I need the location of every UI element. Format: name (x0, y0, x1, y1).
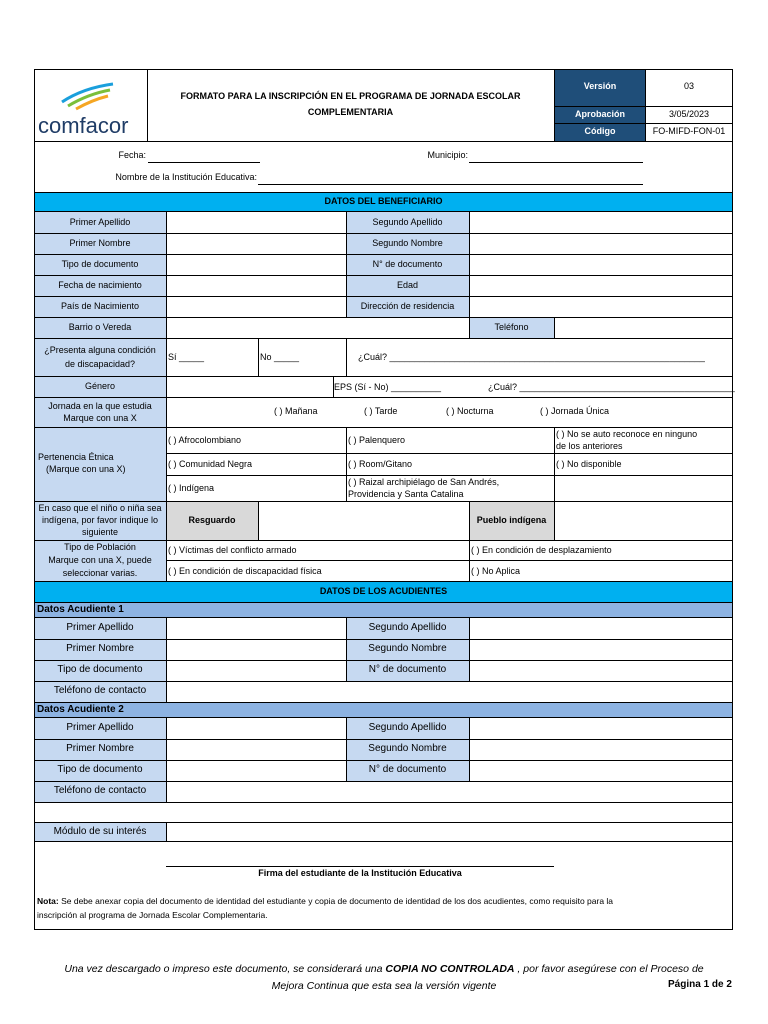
segundo-apellido-label: Segundo Apellido (372, 217, 443, 227)
a2-telefono-label: Teléfono de contacto (53, 785, 147, 796)
etnica-palenquero[interactable]: ( ) Palenquero (348, 435, 406, 445)
discapacidad-q-line1: ¿Presenta alguna condición (44, 345, 156, 355)
etnica-afro[interactable]: ( ) Afrocolombiano (168, 435, 242, 445)
caso-indigena-line2: indígena, por favor indique lo (41, 515, 159, 525)
signature-label: Firma del estudiante de la Institución Educativa (258, 868, 462, 878)
jornada-q-line2: Marque con una X (63, 413, 137, 423)
primer-apellido-label: Primer Apellido (69, 217, 131, 227)
a2-primer-apellido-label: Primer Apellido (66, 722, 134, 733)
eps-field[interactable]: EPS (Sí - No) __________ (334, 382, 442, 392)
poblacion-q-line3: seleccionar varias. (62, 568, 138, 578)
a2-tipo-documento-label: Tipo de documento (57, 764, 143, 775)
etnica-q-line2: (Marque con una X) (46, 464, 126, 474)
discapacidad-cual[interactable]: ¿Cuál? _______________________________________________________________ (358, 352, 705, 362)
comfacor-logo-icon (58, 80, 118, 114)
modulo-label: Módulo de su interés (53, 826, 147, 837)
jornada-tarde[interactable]: ( ) Tarde (364, 406, 398, 416)
approval-label: Aprobación (574, 109, 625, 119)
etnica-no-disponible[interactable]: ( ) No disponible (556, 459, 622, 469)
form-title-line2: COMPLEMENTARIA (307, 107, 394, 117)
segundo-nombre-label: Segundo Nombre (372, 238, 443, 248)
approval-value: 3/05/2023 (668, 109, 710, 119)
jornada-nocturna[interactable]: ( ) Nocturna (446, 406, 494, 416)
a2-primer-nombre-label: Primer Nombre (66, 743, 134, 754)
version-value: 03 (683, 81, 694, 91)
etnica-room[interactable]: ( ) Room/Gitano (348, 459, 413, 469)
jornada-q-line1: Jornada en la que estudia (48, 401, 152, 411)
etnica-no-reconoce-line1[interactable]: ( ) No se auto reconoce en ninguno (556, 429, 698, 439)
resguardo-label: Resguardo (188, 515, 236, 525)
note-line2: inscripción al programa de Jornada Escolar Complementaria. (37, 910, 268, 920)
caso-indigena-line1: En caso que el niño o niña sea (38, 503, 162, 513)
poblacion-no-aplica[interactable]: ( ) No Aplica (471, 566, 521, 576)
a1-num-documento-label: N° de documento (368, 664, 447, 675)
institucion-label: Nombre de la Institución Educativa: (115, 172, 257, 182)
fecha-label: Fecha: (118, 150, 146, 160)
pueblo-indigena-label: Pueblo indígena (476, 515, 547, 525)
municipio-label: Municipio: (427, 150, 468, 160)
version-label: Versión (583, 81, 617, 91)
a1-primer-nombre-label: Primer Nombre (66, 643, 134, 654)
jornada-manana[interactable]: ( ) Mañana (274, 406, 318, 416)
discapacidad-no[interactable]: No _____ (260, 352, 300, 362)
edad-label: Edad (396, 280, 419, 290)
beneficiary-section-title: DATOS DEL BENEFICIARIO (324, 196, 443, 206)
num-documento-label: N° de documento (372, 259, 443, 269)
direccion-label: Dirección de residencia (360, 301, 455, 311)
eps-cual-field[interactable]: ¿Cuál? ___________________________________________ (488, 382, 735, 392)
form-title-line1: FORMATO PARA LA INSCRIPCIÓN EN EL PROGRAMA DE JORNADA ESCOLAR (180, 91, 521, 101)
a2-num-documento-label: N° de documento (368, 764, 447, 775)
institucion-field[interactable] (258, 184, 643, 185)
discapacidad-q-line2: de discapacidad? (64, 359, 136, 369)
poblacion-q-line2: Marque con una X, puede (48, 555, 152, 565)
caso-indigena-line3: siguiente (81, 527, 119, 537)
a2-segundo-nombre-label: Segundo Nombre (368, 743, 447, 754)
pais-nacimiento-label: País de Nacimiento (60, 301, 140, 311)
a1-primer-apellido-label: Primer Apellido (66, 622, 134, 633)
code-label: Código (584, 126, 616, 136)
guardians-section-title: DATOS DE LOS ACUDIENTES (319, 586, 448, 596)
municipio-field[interactable] (469, 162, 643, 163)
barrio-label: Barrio o Vereda (68, 322, 132, 332)
fecha-field[interactable] (148, 162, 260, 163)
fecha-nacimiento-label: Fecha de nacimiento (58, 280, 142, 290)
genero-label: Género (84, 381, 116, 391)
tipo-documento-label: Tipo de documento (61, 259, 139, 269)
poblacion-desplazamiento[interactable]: ( ) En condición de desplazamiento (471, 545, 612, 555)
etnica-no-reconoce-line2: de los anteriores (556, 441, 623, 451)
telefono-label: Teléfono (494, 322, 529, 332)
page-number: Página 1 de 2 (668, 979, 732, 990)
code-value: FO-MIFD-FON-01 (652, 126, 726, 136)
etnica-raizal-line1[interactable]: ( ) Raizal archipiélago de San Andrés, (348, 477, 500, 487)
a1-tipo-documento-label: Tipo de documento (57, 664, 143, 675)
a1-segundo-apellido-label: Segundo Apellido (368, 622, 447, 633)
a1-segundo-nombre-label: Segundo Nombre (368, 643, 447, 654)
primer-nombre-label: Primer Nombre (69, 238, 131, 248)
logo-text: comfacor (38, 113, 129, 138)
acudiente2-title: Datos Acudiente 2 (37, 704, 124, 715)
etnica-indigena[interactable]: ( ) Indígena (168, 483, 215, 493)
poblacion-discapacidad-fisica[interactable]: ( ) En condición de discapacidad física (168, 566, 322, 576)
poblacion-q-line1: Tipo de Población (64, 542, 136, 552)
discapacidad-si[interactable]: Sí _____ (168, 352, 205, 362)
poblacion-victimas[interactable]: ( ) Víctimas del conflicto armado (168, 545, 297, 555)
footer-line2: Mejora Continua que esta sea la versión vigente (271, 980, 497, 992)
note-line1: Nota: Se debe anexar copia del documento de identidad del estudiante y copia de documento de identidad de los dos acudientes, como requisito para la (37, 896, 614, 906)
etnica-raizal-line2: Providencia y Santa Catalina (348, 489, 464, 499)
etnica-comunidad-negra[interactable]: ( ) Comunidad Negra (168, 459, 253, 469)
footer-line1: Una vez descargado o impreso este documento, se considerará una COPIA NO CONTROLADA , por favor asegúrese con el Proceso de (64, 963, 704, 975)
a2-segundo-apellido-label: Segundo Apellido (368, 722, 447, 733)
acudiente1-title: Datos Acudiente 1 (37, 604, 124, 615)
signature-line[interactable] (166, 866, 554, 867)
a1-telefono-label: Teléfono de contacto (53, 685, 147, 696)
etnica-q-line1: Pertenencia Étnica (38, 452, 114, 462)
jornada-unica[interactable]: ( ) Jornada Única (540, 406, 610, 416)
